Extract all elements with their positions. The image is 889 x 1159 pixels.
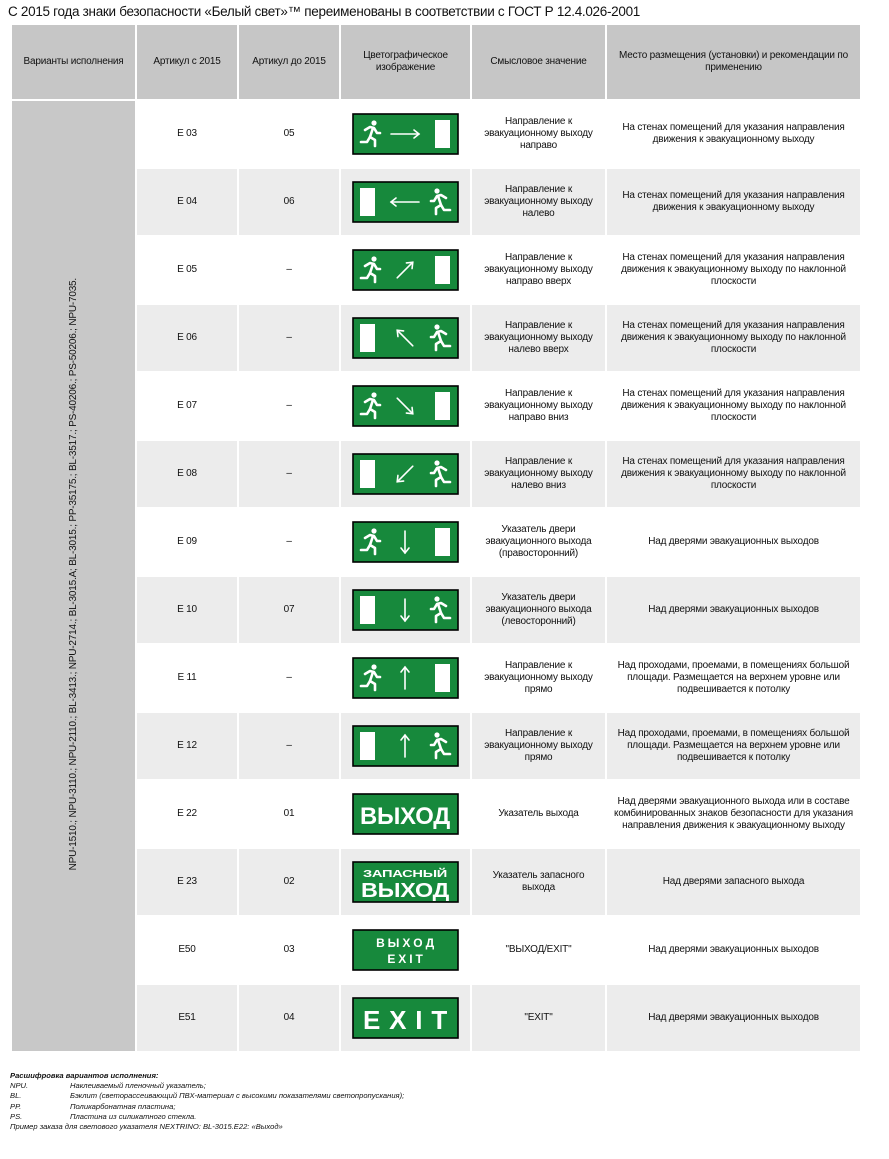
article-2015: E 03 — [137, 101, 237, 169]
table-row — [12, 917, 860, 985]
meaning: Направление к эвакуационному выходу налево — [472, 169, 605, 237]
header-image: Цветографическое изображение — [341, 25, 470, 101]
legend-value: Наклеиваемый пленочный указатель; — [70, 1081, 206, 1091]
article-old: – — [239, 713, 339, 781]
safety-sign-image — [352, 181, 459, 223]
legend-value: Бэклит (светорассеивающий ПВХ-материал с высокими показателями светопропускания); — [70, 1091, 405, 1101]
meaning: Направление к эвакуационному выходу направо — [472, 101, 605, 169]
placement: На стенах помещений для указания направления движения к эвакуационному выходу по наклонной плоскости — [607, 237, 860, 305]
header-placement: Место размещения (установки) и рекомендации по применению — [607, 25, 860, 101]
safety-sign-image — [352, 521, 459, 563]
page-title: С 2015 года знаки безопасности «Белый свет»™ переименованы в соответствии с ГОСТ Р 12.4.026-2001 — [8, 4, 641, 19]
safety-sign-image — [352, 317, 459, 359]
article-2015: E 10 — [137, 577, 237, 645]
placement: На стенах помещений для указания направления движения к эвакуационному выходу по наклонной плоскости — [607, 441, 860, 509]
legend-item — [10, 1081, 404, 1091]
table-row — [12, 373, 860, 441]
svg-text:В Ы Х О Д: В Ы Х О Д — [376, 936, 434, 950]
safety-sign-image — [352, 657, 459, 699]
sign-cell — [341, 645, 470, 713]
table-row — [12, 237, 860, 305]
header-article-old: Артикул до 2015 — [239, 25, 339, 101]
sign-cell — [341, 713, 470, 781]
safety-sign-image — [352, 793, 459, 835]
article-old: 04 — [239, 985, 339, 1053]
table-row — [12, 713, 860, 781]
placement: Над дверями запасного выхода — [607, 849, 860, 917]
article-old: – — [239, 645, 339, 713]
table-row — [12, 985, 860, 1053]
variants-cell — [12, 101, 135, 1053]
safety-sign-image — [352, 997, 459, 1039]
table-row — [12, 509, 860, 577]
meaning: Указатель запасного выхода — [472, 849, 605, 917]
svg-text:E X I T: E X I T — [387, 952, 423, 966]
article-old: 01 — [239, 781, 339, 849]
svg-text:ЗАПАСНЫЙ: ЗАПАСНЫЙ — [363, 869, 421, 880]
svg-text:ВЫХОД: ВЫХОД — [360, 803, 451, 830]
safety-sign-image — [352, 589, 459, 631]
table-row — [12, 169, 860, 237]
article-2015: E 22 — [137, 781, 237, 849]
article-2015: E 08 — [137, 441, 237, 509]
legend-heading: Расшифровка вариантов исполнения: — [10, 1071, 159, 1080]
placement: Над дверями эвакуационных выходов — [607, 509, 860, 577]
safety-sign-image — [352, 453, 459, 495]
article-old: – — [239, 509, 339, 577]
placement: Над проходами, проемами, в помещениях большой площади. Размещается на верхнем уровне или подвешивается к потолку — [607, 713, 860, 781]
article-old: 07 — [239, 577, 339, 645]
article-old: 05 — [239, 101, 339, 169]
table-row — [12, 101, 860, 169]
article-2015: E 07 — [137, 373, 237, 441]
sign-cell — [341, 849, 470, 917]
legend-value: Пластина из силикатного стекла. — [70, 1111, 197, 1121]
sign-cell — [341, 985, 470, 1053]
sign-cell — [341, 305, 470, 373]
sign-cell — [341, 441, 470, 509]
table-row — [12, 577, 860, 645]
safety-sign-image — [352, 725, 459, 767]
legend-key: PS. — [10, 1111, 23, 1121]
sign-cell — [341, 237, 470, 305]
order-example: Пример заказа для светового указателя NEXTRINO: BL-3015.E22: «Выход» — [10, 1122, 283, 1132]
article-old: – — [239, 237, 339, 305]
meaning: Направление к эвакуационному выходу направо вверх — [472, 237, 605, 305]
meaning: Направление к эвакуационному выходу налево вниз — [472, 441, 605, 509]
sign-cell — [341, 373, 470, 441]
article-old: – — [239, 305, 339, 373]
article-old: 06 — [239, 169, 339, 237]
article-old: 03 — [239, 917, 339, 985]
legend-item — [10, 1102, 404, 1112]
meaning: "EXIT" — [472, 985, 605, 1053]
article-2015: E 06 — [137, 305, 237, 373]
meaning: "ВЫХОД/EXIT" — [472, 917, 605, 985]
table-row — [12, 645, 860, 713]
article-2015: E 12 — [137, 713, 237, 781]
legend-item — [10, 1091, 404, 1101]
sign-cell — [341, 917, 470, 985]
article-old: – — [239, 373, 339, 441]
placement: На стенах помещений для указания направления движения к эвакуационному выходу по наклонной плоскости — [607, 373, 860, 441]
article-2015: E 11 — [137, 645, 237, 713]
sign-cell — [341, 169, 470, 237]
meaning: Указатель выхода — [472, 781, 605, 849]
meaning: Указатель двери эвакуационного выхода (правосторонний) — [472, 509, 605, 577]
safety-sign-image — [352, 929, 459, 971]
safety-sign-image — [352, 113, 459, 155]
sign-cell — [341, 509, 470, 577]
article-2015: E 23 — [137, 849, 237, 917]
table-row — [12, 305, 860, 373]
placement: Над дверями эвакуационных выходов — [607, 985, 860, 1053]
meaning: Направление к эвакуационному выходу прямо — [472, 713, 605, 781]
article-2015: E50 — [137, 917, 237, 985]
safety-sign-image — [352, 861, 459, 903]
meaning: Направление к эвакуационному выходу прямо — [472, 645, 605, 713]
legend-item — [10, 1112, 404, 1122]
header-meaning: Смысловое значение — [472, 25, 605, 101]
placement: На стенах помещений для указания направления движения к эвакуационному выходу — [607, 169, 860, 237]
placement: На стенах помещений для указания направления движения к эвакуационному выходу — [607, 101, 860, 169]
meaning: Направление к эвакуационному выходу направо вниз — [472, 373, 605, 441]
article-2015: E 09 — [137, 509, 237, 577]
table-row — [12, 441, 860, 509]
placement: Над дверями эвакуационных выходов — [607, 917, 860, 985]
meaning: Указатель двери эвакуационного выхода (левосторонний) — [472, 577, 605, 645]
table-row — [12, 849, 860, 917]
meaning: Направление к эвакуационному выходу налево вверх — [472, 305, 605, 373]
placement: Над проходами, проемами, в помещениях большой площади. Размещается на верхнем уровне или подвешивается к потолку — [607, 645, 860, 713]
table-row — [12, 781, 860, 849]
article-old: – — [239, 441, 339, 509]
legend-key: PP. — [10, 1101, 22, 1111]
legend-value: Поликарбонатная пластина; — [70, 1101, 176, 1111]
safety-sign-image — [352, 249, 459, 291]
placement: На стенах помещений для указания направления движения к эвакуационному выходу по наклонной плоскости — [607, 305, 860, 373]
legend — [10, 1071, 404, 1132]
article-2015: E 05 — [137, 237, 237, 305]
header-variants: Варианты исполнения — [12, 25, 135, 101]
variants-list: NPU-1510.; NPU-3110.; NPU-2110.; BL-3413.; NPU-2714.; BL-3015.A; BL-3015.; PP-35175.; BL-3517.; PS-40206.; PS-50206.; NPU-7035. — [67, 277, 79, 871]
sign-cell — [341, 781, 470, 849]
article-2015: E 04 — [137, 169, 237, 237]
table-header — [12, 25, 860, 101]
legend-key: BL. — [10, 1091, 22, 1101]
article-2015: E51 — [137, 985, 237, 1053]
svg-text:EXIT: EXIT — [363, 1005, 447, 1035]
header-article-2015: Артикул с 2015 — [137, 25, 237, 101]
placement: Над дверями эвакуационного выхода или в составе комбинированных знаков безопасности для указания направления движения к эвакуационному выходу — [607, 781, 860, 849]
sign-cell — [341, 577, 470, 645]
article-old: 02 — [239, 849, 339, 917]
svg-text:ВЫХОД: ВЫХОД — [361, 880, 449, 902]
placement: Над дверями эвакуационных выходов — [607, 577, 860, 645]
safety-sign-image — [352, 385, 459, 427]
legend-key: NPU. — [10, 1081, 29, 1091]
signs-table — [10, 25, 862, 1053]
sign-cell — [341, 101, 470, 169]
